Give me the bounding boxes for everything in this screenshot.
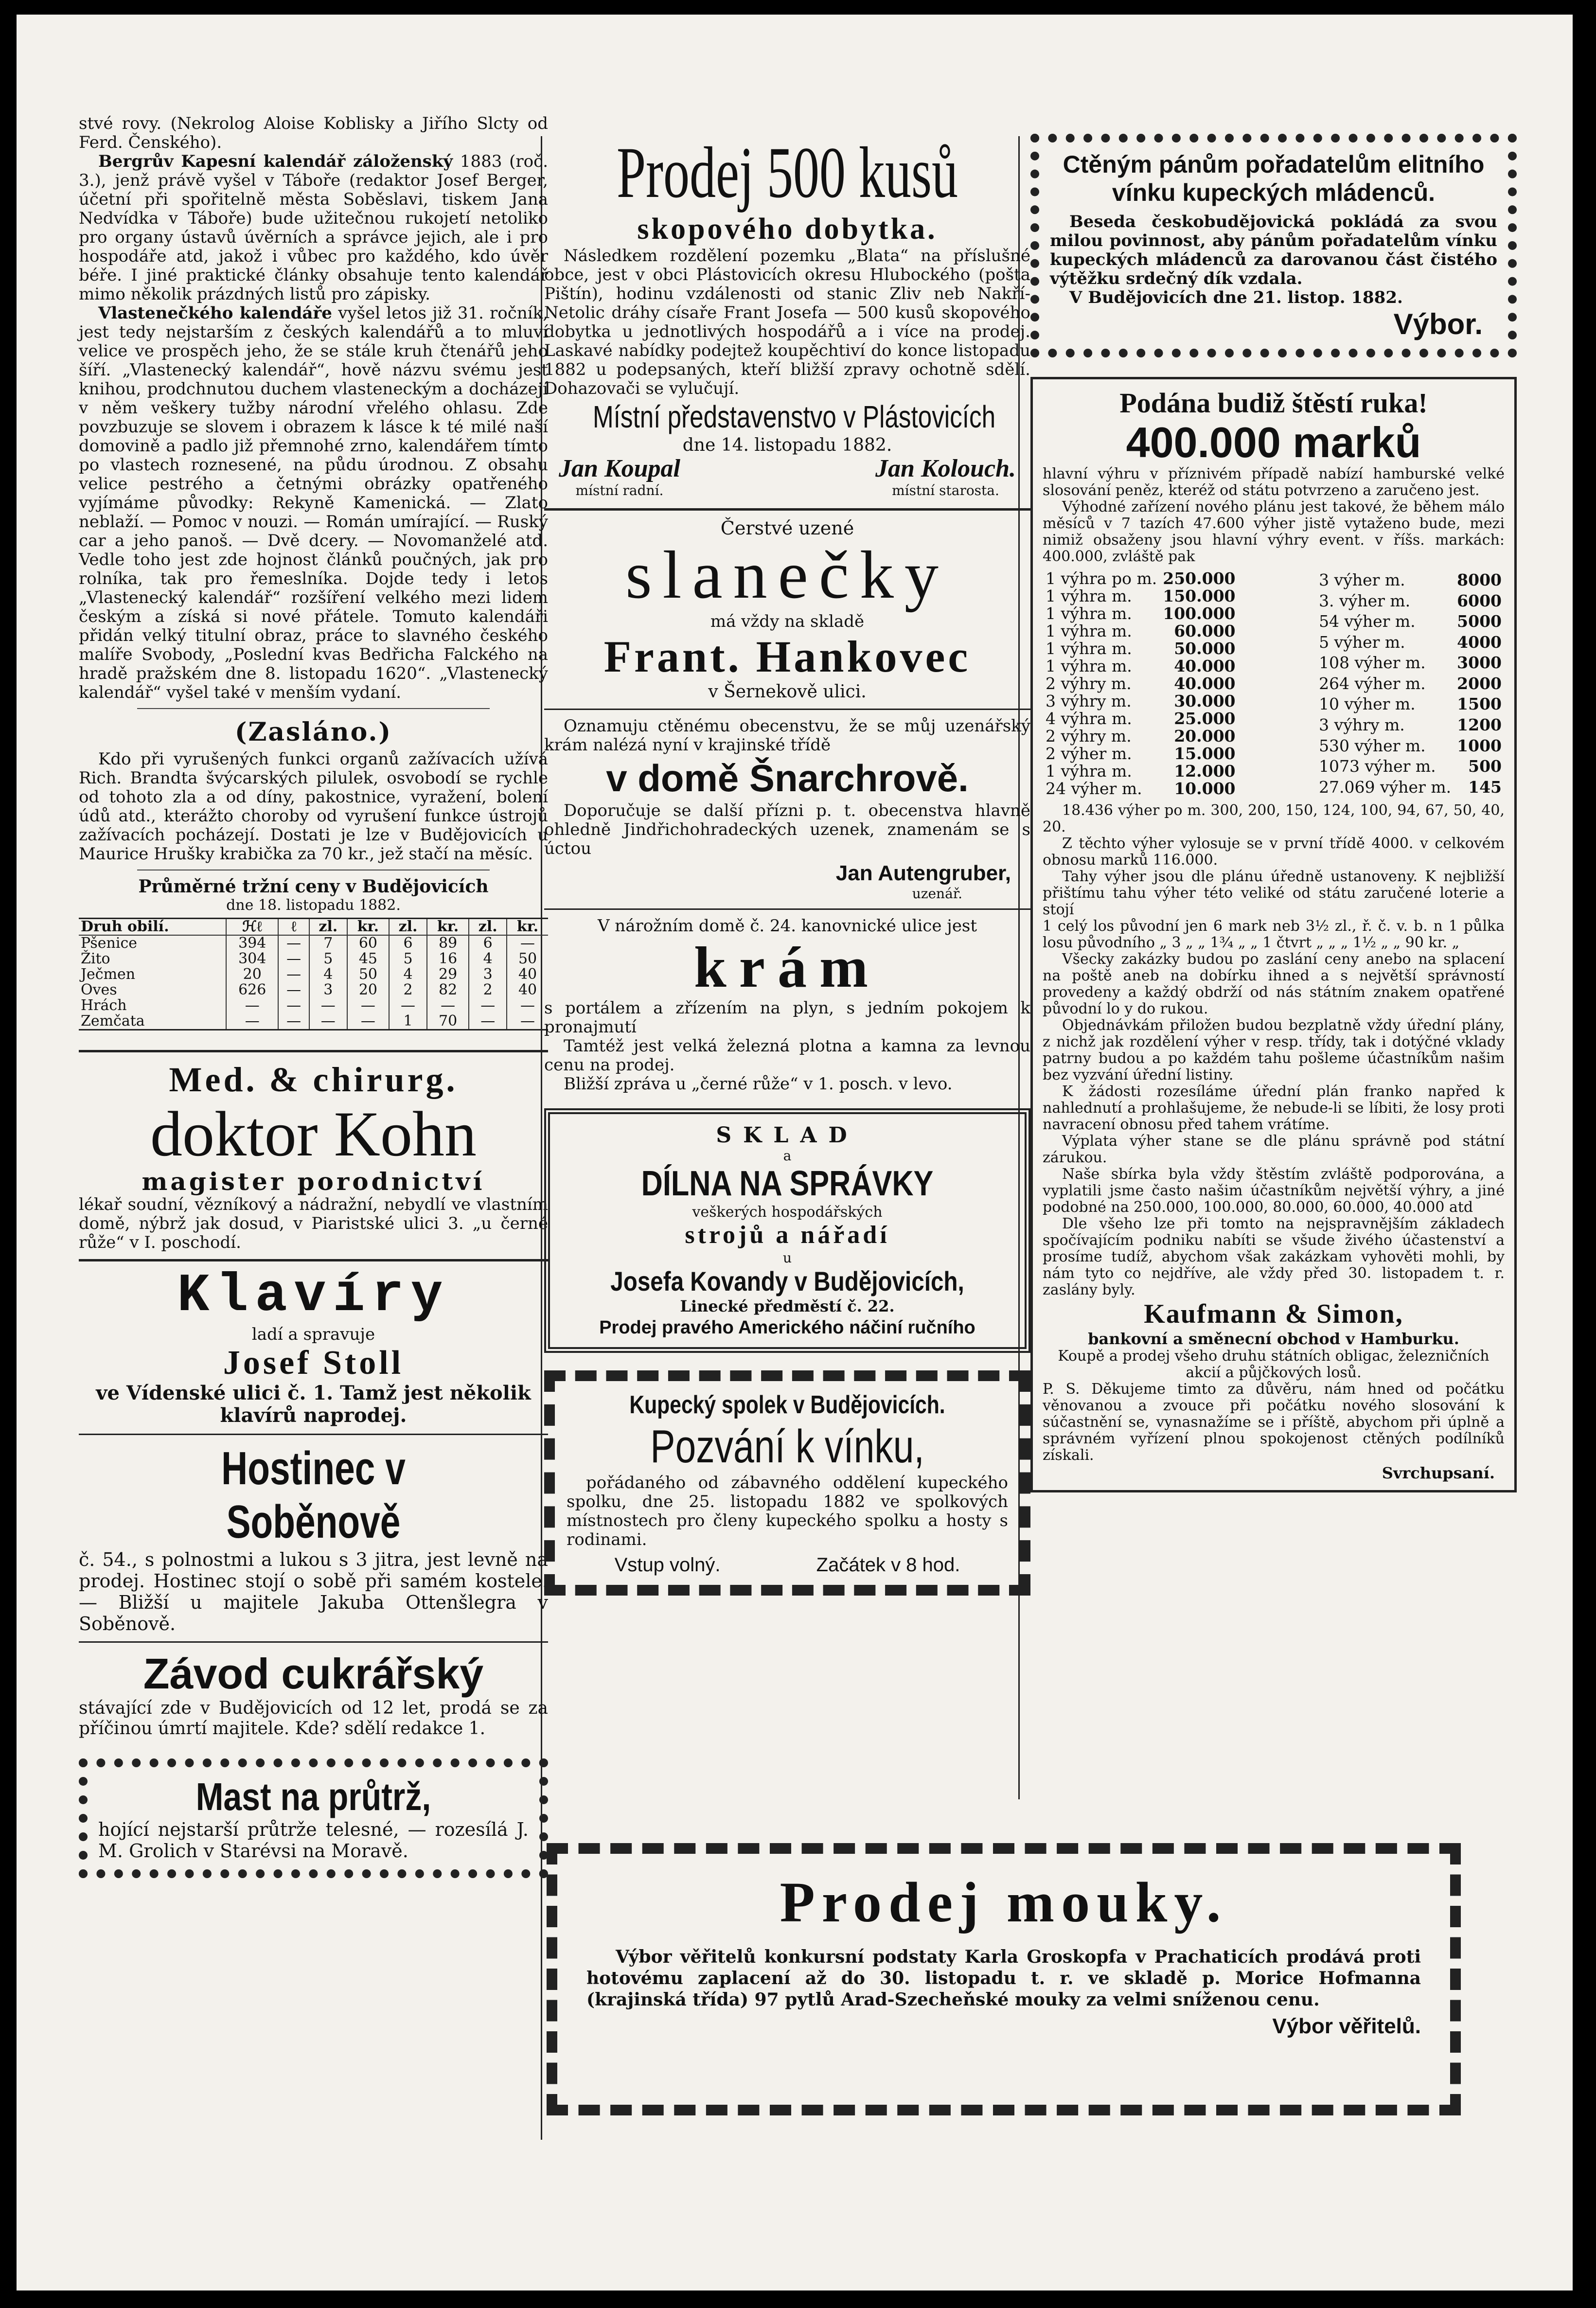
klaviry-name: Josef Stoll [223,1344,404,1382]
win-amount: 3000 [1457,653,1502,673]
kalendar-bergr [79,152,548,304]
kram-pre: V nárožním domě č. 24. kanovnické ulice jest [597,916,977,936]
kram-text2: Tamtéž jest velká železná plotna a kamna za levnou cenu na prodej. [544,1036,1030,1075]
slanecky-mid: má vždy na skladě [710,612,865,631]
mistni-title: Místní představenstvo v Plástovicích [593,399,996,434]
mouka-box [547,1843,1461,2115]
divider [79,1434,548,1435]
win-row [1043,745,1239,763]
kohn-text: lékař soudní, vězníkový a nádražní, nebydlí ve vlastním domě, nýbrž jak dosud, v Piaristské ulici 3. „u černé růže“ v I. poschodí. [79,1195,548,1252]
kaufmann-sub: bankovní a směnecní obchod v Hamburku. [1088,1330,1459,1348]
sklad-line3: veškerých hospodářských [692,1204,883,1221]
win-amount: 500 [1468,757,1502,776]
kalendar-bergr-text: 1883 (roč. 3.), jenž právě vyšel v Táboře (redaktor Josef Berger, účetní při spořitelně města Soběslavi, tiskem Jana Nedvídka v Táboře) bude užitečnou rukojetí netoliko pro organy ústavů úvěrních a správce jejich, ale i pro hospodáře atd, jakož i vůbec pro každého, kdo úvěr béře. I jiné praktické články obsahuje tento kalendář mimo několik prázdných listů pro zápisky. [79,152,548,304]
prices-grain: Žito [81,950,110,967]
prices-cell: 70 [427,1013,469,1030]
win-amount: 4000 [1457,632,1502,652]
paper-sheet [17,15,1573,2290]
prices-cell: 394 [226,935,278,951]
prices-cell: — [278,951,309,967]
prodej-signatures [544,455,1030,498]
win-label: 1 výhra m. [1046,639,1132,658]
spolek-line2: Pozvání k vínku, [650,1420,924,1473]
prices-cell: 5 [309,951,347,967]
divider [137,708,490,709]
win-row [1043,710,1239,728]
stesti-text10: Naše sbírka byla vždy štěstím zvláště podporována, a vyplatili jsme často našim účastníkům největší výhry, a jiné podobné na 250.000, 100.000, 80.000, 60.000, 40.000 atd [1043,1166,1505,1216]
auten-text: Oznamuju ctěnému obecenstvu, že se můj uzenářský krám nalézá nyní v krajinské třídě [544,716,1030,755]
prices-header: kr. [507,919,548,936]
zavod-title: Závod cukrářský [143,1650,484,1698]
stesti-text5: 1 celý los původní jen 6 mark neb 3½ zl., ř. č. v. b. n 1 půlka losu původního „ 3 „ „ 1¾ „ „ 1 čtvrt „ „ „ 1½ „ „ 90 kr. „ [1043,918,1505,951]
prices-cell: — [347,998,389,1013]
signature-name: Jan Koupal [559,455,680,482]
divider [544,908,1030,910]
stesti-box [1030,377,1517,1492]
column-middle [544,114,1030,1596]
win-row [1043,640,1239,657]
win-row [1043,657,1239,675]
prices-cell: 4 [309,967,347,982]
win-label: 1 výhra m. [1046,586,1132,605]
zaslano-text: Kdo při vyrušených funkci organů zažívacích užívá Rich. Brandta švýcarských pilulek, osvobodí se rychle od tohoto zla a od díny, pakostnice, vyražení, bolení údů atd., kterážto choroby od vyrušení funkce ústrojů zažívacích pocházejí. Dostati je lze v Budějovicích u Maurice Hrušky krabička za 70 kr., jež stačí na měsíc. [79,749,548,864]
slanecky-pre: Čerstvé uzené [720,517,854,539]
spolek-footer [567,1554,1008,1576]
mouka-text: Výbor věřitelů konkursní podstaty Karla Groskopfa v Prachaticích prodává proti hotovému zaplacení až do 30. listopadu t. r. ve skladě p. Morice Hofmanna (krajinská třída) 97 pytlů Arad-Szecheňské mouky za velmi sníženou cenu. [586,1947,1421,2010]
prices-cell: 20 [347,982,389,998]
klaviry-sub: ladí a spravuje [251,1325,375,1344]
prices-header: kr. [347,919,389,936]
win-row [1043,675,1239,692]
win-label: 2 výhry m. [1046,727,1132,746]
win-label: 1 výhra m. [1046,621,1132,640]
win-label: 5 výher m. [1319,632,1405,652]
win-amount: 8000 [1457,570,1502,590]
stesti-text3: Z těchto výher vylosuje se v první třídě 4000. v celkovém obnosu marků 116.000. [1043,835,1505,869]
win-row [1043,692,1239,710]
prices-row [79,998,548,1013]
mast-title: Mast na průtrž, [195,1775,431,1818]
prices-cell: — [226,998,278,1013]
zavod-text: stávající zde v Budějovicích od 12 let, prodá se za příčinou úmrtí majitele. Kde? sdělí redakce 1. [79,1698,548,1739]
win-amount: 30.000 [1174,692,1236,710]
prices-body [79,935,548,1030]
win-amount: 6000 [1457,591,1502,610]
win-amount: 20.000 [1174,727,1236,746]
prices-grain: Oves [81,981,117,998]
win-label: 1 výhra m. [1046,604,1132,623]
prices-cell: — [469,998,507,1013]
auten-text2: Doporučuje se další přízni p. t. obecenstva hlavně ohledně Jindřichohradeckých uzenek, znamenám se s úctou [544,801,1030,858]
sklad-line2: DÍLNA NA SPRÁVKY [641,1164,934,1203]
prices-cell: — [309,1013,347,1030]
mouka-sign: Výbor věřitelů. [1272,2014,1421,2038]
kalendar-vlastenecky-title: Vlastenečkého kalendáře [98,303,332,323]
prices-cell: — [278,935,309,951]
win-amount: 1000 [1457,736,1502,755]
win-row [1316,611,1505,632]
prices-cell: — [278,1013,309,1030]
prices-table [79,918,548,1030]
prodej-text: Následkem rozdělení pozemku „Blata“ na příslušné obce, jest v obci Plástovicích okresu Hlubockého (pošta Pištín), hodinu vzdálenosti od stanic Zliv neb Nakří-Netolic dráhy císaře Frant Josefa — 500 kusů skopového dobytka u jednotlivých hospodářů a i více na prodej. Laskavé nabídky podejtež koupěchtiví do konce listopadu 1882 u podepsaných, kteří bližší zpravy ochotně sdělí. Dohazovači se vylučují. [544,246,1030,398]
hostinec-text: č. 54., s polnostmi a lukou s 3 jitra, jest levně na prodej. Hostinec stojí o sobě při samém kostele. — Bližší u majitele Jakuba Ottenšlegra v Soběnově. [79,1549,548,1634]
divider [79,1641,548,1643]
stesti-amount: 400.000 marků [1126,418,1421,466]
sklad-box [544,1108,1030,1353]
signature-role: místní radní. [575,482,664,498]
kaufmann-text: Koupě a prodej všeho druhu státních obligac, železničních akcií a půjčkových losů. [1058,1348,1490,1381]
win-label: 264 výher m. [1319,674,1426,693]
sklad-line6: Josefa Kovandy v Budějovicích, [610,1266,964,1296]
win-label: 3 výher m. [1319,570,1405,590]
win-label: 3 výhry m. [1319,715,1405,734]
prices-header: ℋℓ [226,919,278,936]
spolek-vstup: Vstup volný. [614,1554,721,1576]
mast-text: hojící nejstarší průtrže telesné, — rozesílá J. M. Grolich v Starévsi na Moravě. [98,1819,529,1862]
hostinec-title: Hostinec v Soběnově [221,1442,406,1548]
kohn-line2: doktor Kohn [150,1098,477,1170]
win-amount: 1500 [1457,694,1502,714]
column-right [1030,114,1517,1492]
signature-starosta [875,455,1016,498]
prices-cell: 50 [507,951,548,967]
prices-cell: 304 [226,951,278,967]
stesti-text11: Dle všeho lze při tomto na nejspravnějším základech spočívajícím podniku nabíti se všude živého účastenství a prosíme tudíž, abychom však zakázkam vyhověti mohli, by nám tyto co nejdříve, ale vždy před 30. listopadem t. r. zaslány byly. [1043,1215,1505,1298]
win-row [1043,728,1239,745]
win-label: 3. výher m. [1319,591,1411,610]
prices-cell: 89 [427,935,469,951]
win-label: 4 výhra m. [1046,709,1132,728]
win-row [1316,653,1505,674]
prodej-title: Prodej 500 kusů [617,132,958,213]
mouka-title: Prodej mouky. [780,1870,1228,1934]
kram-title: krám [694,935,881,999]
win-amount: 2000 [1457,674,1502,693]
prices-cell: 4 [389,967,427,982]
prices-cell: — [427,998,469,1013]
wins-tables [1043,570,1505,798]
win-row [1316,674,1505,694]
column-left [79,114,548,1878]
prices-grain: Pšenice [81,935,138,952]
auten-sign: Jan Autengruber, [835,861,1011,885]
win-amount: 145 [1468,777,1502,797]
win-label: 1 výhra m. [1046,657,1132,675]
prices-title: Průměrné tržní ceny v Budějovicích [138,876,489,897]
kohn-line3: magister porodnictví [142,1167,485,1196]
sklad-line1: SKLAD [716,1123,859,1148]
win-label: 2 výhry m. [1046,674,1132,693]
prices-cell: 4 [469,951,507,967]
prices-cell: 2 [389,982,427,998]
prices-cell: — [309,998,347,1013]
prices-row [79,935,548,951]
prices-cell: 1 [389,1013,427,1030]
prices-cell: 3 [469,967,507,982]
prices-cell: — [278,967,309,982]
sklad-line5: u [782,1250,792,1266]
sklad-line7: Linecké předměstí č. 22. [680,1297,895,1315]
win-amount: 40.000 [1174,674,1236,693]
win-row [1316,735,1505,756]
win-amount: 100.000 [1163,604,1236,623]
kram-text3: Bližší zpráva u „černé růže“ v 1. posch. v levo. [564,1074,953,1094]
win-row [1043,622,1239,640]
ctenym-title: Ctěným pánům pořadatelům elitního vínku kupeckých mládenců. [1063,151,1485,206]
prices-cell: 40 [507,967,548,982]
zaslano-heading: (Zasláno.) [234,717,392,747]
slanecky-addr: v Šernekově ulici. [708,682,867,702]
win-amount: 150.000 [1163,586,1236,605]
spolek-line1: Kupecký spolek v Budějovicích. [629,1391,945,1419]
prices-header: Druh obilí. [79,919,226,936]
stesti-text2: Výhodné zařízení nového plánu jest takové, že během málo měsíců v 7 tazích 47.600 výher jistě vytaženo bude, mezi nimiž obsaženy jsou hlavní výhry event. v říšs. markách: 400.000, zvláště pak [1043,498,1505,565]
win-amount: 10.000 [1174,779,1236,798]
prices-header: zl. [469,919,507,936]
prices-grain: Hrách [81,997,127,1014]
win-row [1043,587,1239,605]
prices-header-row [79,919,548,936]
win-row [1043,780,1239,798]
win-label: 1 výhra po m. [1046,569,1157,588]
win-amount: 5000 [1457,612,1502,631]
prices-cell: — [389,998,427,1013]
win-label: 2 výher m. [1046,744,1132,763]
win-row [1316,756,1505,777]
prices-grain: Zemčata [81,1012,145,1030]
prices-cell: 3 [309,982,347,998]
win-amount: 15.000 [1174,744,1236,763]
prices-cell: — [278,998,309,1013]
win-amount: 12.000 [1174,762,1236,781]
win-amount: 250.000 [1163,569,1236,588]
prices-cell: — [507,998,548,1013]
prices-cell: 16 [427,951,469,967]
stesti-text8: K žádosti rozesíláme úřední plán franko napřed k nahlednutí a prohlašujeme, že nebude-li se líbiti, že losy proti navracení obnosu před tahem vrátíme. [1043,1083,1505,1133]
win-label: 3 výhry m. [1046,692,1132,710]
win-label: 54 výher m. [1319,612,1416,631]
sklad-line4: strojů a nářadí [685,1221,890,1249]
signature-name: Jan Kolouch. [875,455,1016,482]
klaviry-text: ve Vídenské ulici č. 1. Tamž jest několik klavírů naprodej. [96,1382,531,1427]
prices-header: ℓ [278,919,309,936]
prices-cell: 20 [226,967,278,982]
prices-cell: 60 [347,935,389,951]
prices-date: dne 18. listopadu 1882. [226,897,401,914]
divider [544,709,1030,710]
win-label: 1 výhra m. [1046,762,1132,781]
stesti-text4: Tahy výher jsou dle plánu úředně ustanoveny. K nejbližší přištímu tahu výher této veliké od státu zaručené loterie a stojí [1043,868,1505,918]
divider [544,508,1030,511]
win-row [1043,570,1239,587]
prices-cell: 29 [427,967,469,982]
stesti-text6: Všecky zakázky budou po zaslání ceny anebo na splacení na poště aneb na dobírku ihned a s největší správností provedeny a každý obdrží od nás státním znakem opatřené původní lo y do rukou. [1043,951,1505,1017]
prices-cell: 82 [427,982,469,998]
signature-radni [559,455,680,498]
prices-cell: — [347,1013,389,1030]
kaufmann-title: Kaufmann & Simon, [1144,1299,1403,1329]
prices-cell: 6 [469,935,507,951]
prices-cell: — [278,982,309,998]
divider [79,1259,548,1261]
stesti-text9: Výplata výher stane se dle plánu správně pod státní zárukou. [1043,1133,1505,1166]
win-label: 530 výher m. [1319,736,1426,755]
win-label: 27.069 výher m. [1319,777,1452,797]
win-label: 24 výher m. [1046,779,1142,798]
prices-cell: — [469,1013,507,1030]
prices-cell: 626 [226,982,278,998]
prices-cell: — [507,1013,548,1030]
win-amount: 60.000 [1174,621,1236,640]
prices-cell: 7 [309,935,347,951]
kalendar-vlastenecky-text: vyšel letos již 31. ročník, jest tedy nejstarším z českých kalendářů a to mluví velice ve prospěch jeho, že se stále kruh čtenářů jeho šíří. „Vlastenecký kalendář“, hově názvu svému jest knihou, prodchnutou duchem vlasteneckým a docházejí v něm veškery tužby národní vřelého ohlasu. Zde povzbuzuje se slovem i obrazem k lásce k té milé naší domovině a padlo již přemnohé zrno, kalendářem tímto po vlastech roznesené, na půdu úrodnou. Z obsahu velice pestrého a četnými obrázky opatřeného vyjímáme původky: Rekyně Kamenická. — Zlato neblaží. — Pomoc v nouzi. — Román umírající. — Ruský car a jeho panoš. — Dvě dcery. — Novomanželé atd. Vedle toho jest zde hojnost článků poučných, jak pro rolníka, tak pro řemeslníka. Dojde tedy i letos „Vlastenecký kalendář“ rozšíření velkého mezi lidem českým a získá si nové přátele. Tomuto kalendáři přidán velký titulní obraz, práce to slavného českého malíře Svobody, „Poslední kvas Bedřicha Falckého na hradě pražském dne 8. listopadu 1620“. „Vlastenecký kalendář“ vyšel také v menším vydaní. [79,303,548,702]
signature-role: místní starosta. [892,482,999,498]
prices-cell: — [226,1013,278,1030]
prices-cell: 40 [507,982,548,998]
win-row [1316,777,1505,798]
win-amount: 50.000 [1174,639,1236,658]
mast-box [79,1758,548,1878]
win-row [1043,763,1239,780]
ctenym-text: Beseda českobudějovická pokládá za svou milou povinnost, aby pánům pořadatelům vínku kupeckých mládenců za darovanou část čistého výtěžku srdečný dík vzdala. [1050,212,1497,288]
slanecky-title: slanečky [625,537,949,613]
prices-header: zl. [389,919,427,936]
kram-text: s portálem a zřízením na plyn, s jedním pokojem k pronajmutí [544,998,1030,1037]
mistni-date: dne 14. listopadu 1882. [682,435,892,455]
prices-cell: 6 [389,935,427,951]
slanecky-name: Frant. Hankovec [603,632,971,681]
spolek-box [544,1370,1030,1596]
stesti-title: Podána budiž štěstí ruka! [1119,387,1428,419]
wins-right [1316,570,1505,798]
auten-role: uzenář. [912,886,962,902]
ctenym-date: V Budějovicích dne 21. listop. 1882. [1069,288,1403,307]
win-amount: 25.000 [1174,709,1236,728]
win-row [1316,591,1505,612]
prices-cell: — [507,935,548,951]
prices-row [79,967,548,982]
prices-row [79,951,548,967]
win-row [1316,694,1505,715]
prices-header: zl. [309,919,347,936]
ctenym-box [1030,134,1517,357]
kalendar-bergr-title: Bergrův Kapesní kalendář záloženský [98,152,453,171]
prices-cell: 45 [347,951,389,967]
win-label: 108 výher m. [1319,653,1426,673]
stesti-text7: Objednávkám přiložen budou bezplatně vždy úřední plány, z nichž jak rozdělení výher v resp. třídy, tak i dotýčné vklady patrny budou a po každém tahu pošleme účastníkům našim bez vyzvání úřední listiny. [1043,1017,1505,1083]
sklad-a: a [783,1148,792,1164]
win-amount: 40.000 [1174,657,1236,675]
win-amount: 1200 [1457,715,1502,734]
win-label: 10 výher m. [1319,694,1416,714]
prices-grain: Ječmen [81,966,136,983]
prices-cell: 5 [389,951,427,967]
prices-row [79,1013,548,1030]
prices-cell: 2 [469,982,507,998]
prodej-sub: skopového dobytka. [637,213,938,246]
wins-left [1043,570,1239,798]
auten-title: v domě Šnarchrově. [606,757,969,799]
win-row [1316,715,1505,736]
necrology-text: stvé rovy. (Nekrolog Aloise Koblisky a Jiřího Slcty od Ferd. Čenského). [79,114,548,152]
kohn-line1: Med. & chirurg. [169,1060,458,1099]
spolek-text: pořádaného od zábavného oddělení kupeckého spolku, dne 25. listopadu 1882 ve spolkových místnostech pro členy kupeckého spolku a hosty s rodinami. [567,1473,1008,1549]
wins-more: 18.436 výher po m. 300, 200, 150, 124, 100, 94, 67, 50, 40, 20. [1043,802,1505,835]
win-label: 1073 výher m. [1319,757,1436,776]
win-row [1043,605,1239,622]
prices-cell: 50 [347,967,389,982]
win-row [1316,570,1505,591]
kaufmann-ps: P. S. Děkujeme timto za důvěru, nám hned od počátku věnovanou a zvouce při počátku nového slosování k súčastnění se, vynasnažíme se i příště, abychom při úplně a správném vyřízení plnou spokojenost ctěných podílníků získali. [1043,1381,1505,1464]
kalendar-vlastenecky [79,304,548,702]
kaufmann-sign: Svrchupsaní. [1382,1464,1495,1482]
prices-row [79,982,548,998]
divider [79,1050,548,1052]
sklad-line8: Prodej pravého Amerického náčiní ručního [599,1317,975,1338]
stesti-text: hlavní výhru v příznivém případě nabízí hamburské velké slosování peněz, kteréž od státu potvrzeno a zaručeno jest. [1043,465,1505,499]
win-row [1316,632,1505,653]
klaviry-title: Klavíry [177,1266,450,1327]
ctenym-sign: Výbor. [1393,308,1483,340]
prices-header: kr. [427,919,469,936]
spolek-zacatek: Začátek v 8 hod. [816,1554,960,1576]
